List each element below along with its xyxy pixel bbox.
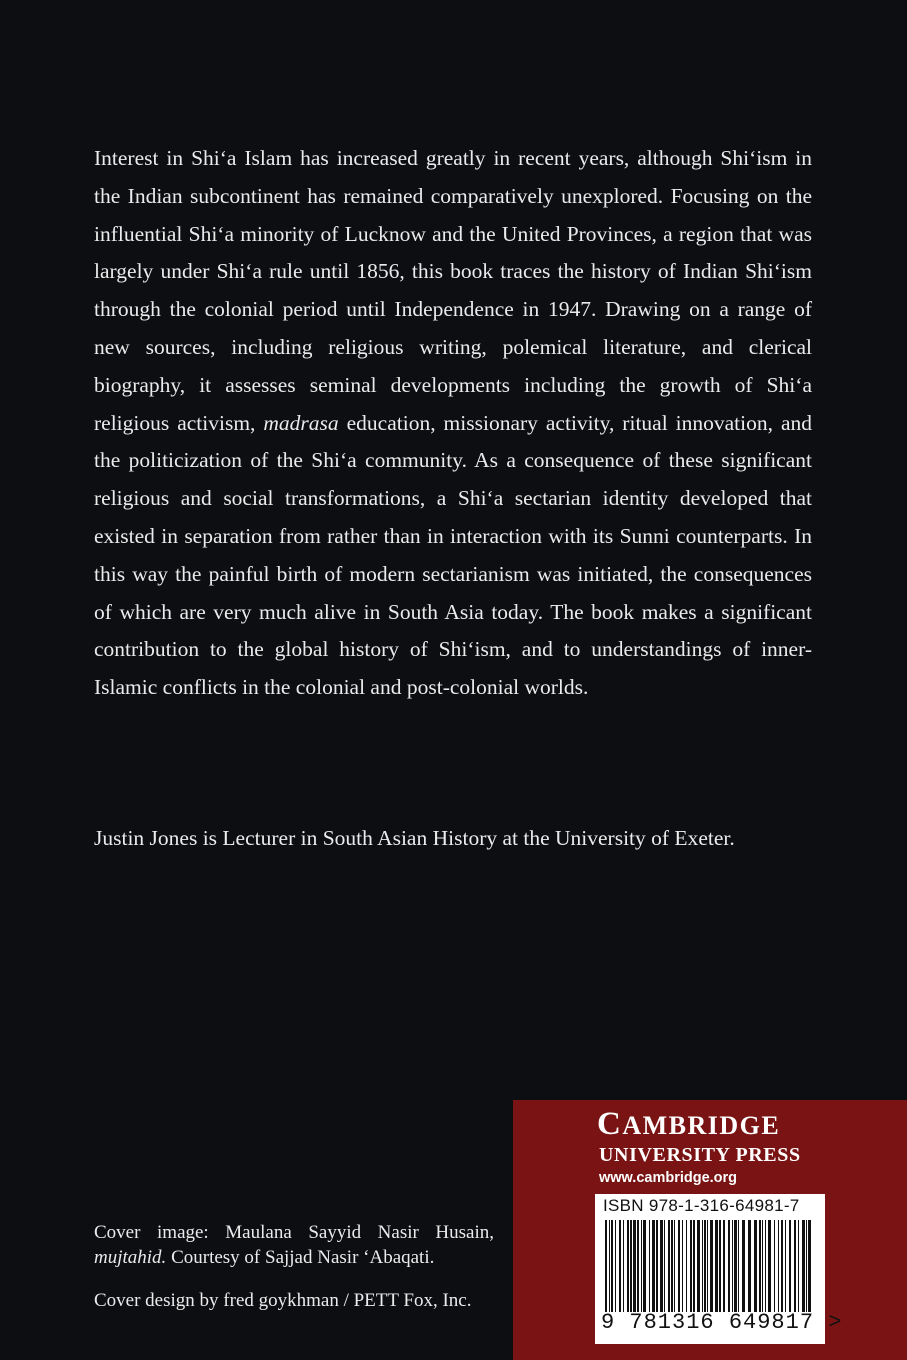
barcode-bar [728, 1220, 730, 1312]
barcode-box [595, 1194, 843, 1344]
barcode-bar [633, 1220, 636, 1312]
cover-design-credit: Cover design by fred goykhman / PETT Fox, Inc. [94, 1290, 472, 1311]
barcode-bar [702, 1220, 703, 1312]
barcode-bar [778, 1220, 779, 1312]
barcode-bar [781, 1220, 783, 1312]
barcode-bar [615, 1220, 616, 1312]
barcode-bar [643, 1220, 646, 1312]
barcode-bar [668, 1220, 670, 1312]
barcode-bar [630, 1220, 632, 1312]
barcode-bar [759, 1220, 761, 1312]
cover-image-credit [94, 1220, 494, 1270]
description-italic-term: madrasa [263, 410, 339, 435]
barcode-bar [611, 1220, 613, 1312]
barcode-bar [609, 1220, 610, 1312]
barcode-bar [723, 1220, 725, 1312]
barcode-bar [785, 1220, 786, 1312]
barcode-bar [762, 1220, 763, 1312]
barcode-bar [707, 1220, 708, 1312]
barcode-bar [690, 1220, 692, 1312]
description-text-part1: Interest in Shi‘a Islam has increased greatly in recent years, although Shi‘ism in the Indian subcontinent has remained comparatively unexplored. Focusing on the influential Shi‘a minority of Lucknow and the United Provinces, a region that was largely under Shi‘a rule until 1856, this book traces the history of Indian Shi‘ism through the colonial period until Independence in 1947. Drawing on a range of new sources, including religious writing, polemical literature, and clerical biography, it assesses seminal developments including the growth of Shi‘a religious activism, [94, 146, 812, 435]
barcode-bar [808, 1220, 811, 1312]
barcode-bar [697, 1220, 700, 1312]
barcode-bar [794, 1220, 796, 1312]
cover-image-credit-suffix: Courtesy of Sajjad Nasir ‘Abaqati. [171, 1247, 435, 1268]
barcode-bar [765, 1220, 766, 1312]
cover-image-credit-prefix: Cover image: Maulana Sayyid Nasir Husain, [94, 1222, 494, 1243]
barcode-bar [671, 1220, 673, 1312]
barcode-bar [802, 1220, 805, 1312]
barcode-bar [619, 1220, 621, 1312]
barcode-bar [637, 1220, 639, 1312]
barcode-bar [734, 1220, 737, 1312]
barcode-bar [798, 1220, 799, 1312]
barcode-bar [627, 1220, 629, 1312]
barcode-bar [649, 1220, 650, 1312]
description-text-part2: education, missionary activity, ritual innovation, and the politicization of the Shi‘a community. As a consequence of these significant religious and social transformations, a Shi‘a sectarian identity developed that existed in separation from rather than in interaction with its Sunni counterparts. In this way the painful birth of modern sectarianism was initiated, the consequences of which are very much alive in South Asia today. The book makes a significant contribution to the global history of Shi‘ism, and to understandings of inner-Islamic conflicts in the colonial and post-colonial worlds. [94, 410, 812, 700]
barcode-bar [693, 1220, 695, 1312]
barcode-bar [704, 1220, 706, 1312]
barcode-bar [678, 1220, 680, 1312]
barcode-bar [754, 1220, 757, 1312]
barcode-bars [603, 1220, 817, 1312]
barcode-bar [710, 1220, 713, 1312]
barcode-bar [738, 1220, 739, 1312]
barcode-bar [715, 1220, 718, 1312]
barcode-bar [641, 1220, 642, 1312]
publisher-url[interactable]: www.cambridge.org [599, 1170, 738, 1186]
barcode-bar [674, 1220, 675, 1312]
barcode-bar [719, 1220, 721, 1312]
barcode-bar [732, 1220, 733, 1312]
publisher-name-rest: AMBRIDGE [622, 1111, 781, 1140]
barcode-bar [768, 1220, 771, 1312]
publisher-panel [513, 1100, 907, 1360]
isbn-label: ISBN 978-1-316-64981-7 [603, 1196, 800, 1215]
barcode-bar [605, 1220, 607, 1312]
cover-image-credit-italic: mujtahid. [94, 1247, 167, 1268]
barcode-digits: 9 781316 649817 > [601, 1310, 843, 1335]
barcode-bar [789, 1220, 791, 1312]
publisher-subtitle: UNIVERSITY PRESS [599, 1144, 801, 1166]
barcode-bar [656, 1220, 658, 1312]
barcode-bar [660, 1220, 663, 1312]
barcode-bar [774, 1220, 775, 1312]
barcode-bar [623, 1220, 624, 1312]
barcode-bar [806, 1220, 807, 1312]
barcode-bar [742, 1220, 745, 1312]
barcode-bar [682, 1220, 683, 1312]
barcode-bar [748, 1220, 751, 1312]
barcode-bar [686, 1220, 687, 1312]
barcode-bar [664, 1220, 665, 1312]
publisher-name-initial: C [597, 1106, 623, 1142]
book-description [94, 140, 812, 707]
author-bio: Justin Jones is Lecturer in South Asian History at the University of Exeter. [94, 826, 735, 850]
publisher-name [597, 1106, 780, 1143]
barcode-bar [652, 1220, 655, 1312]
